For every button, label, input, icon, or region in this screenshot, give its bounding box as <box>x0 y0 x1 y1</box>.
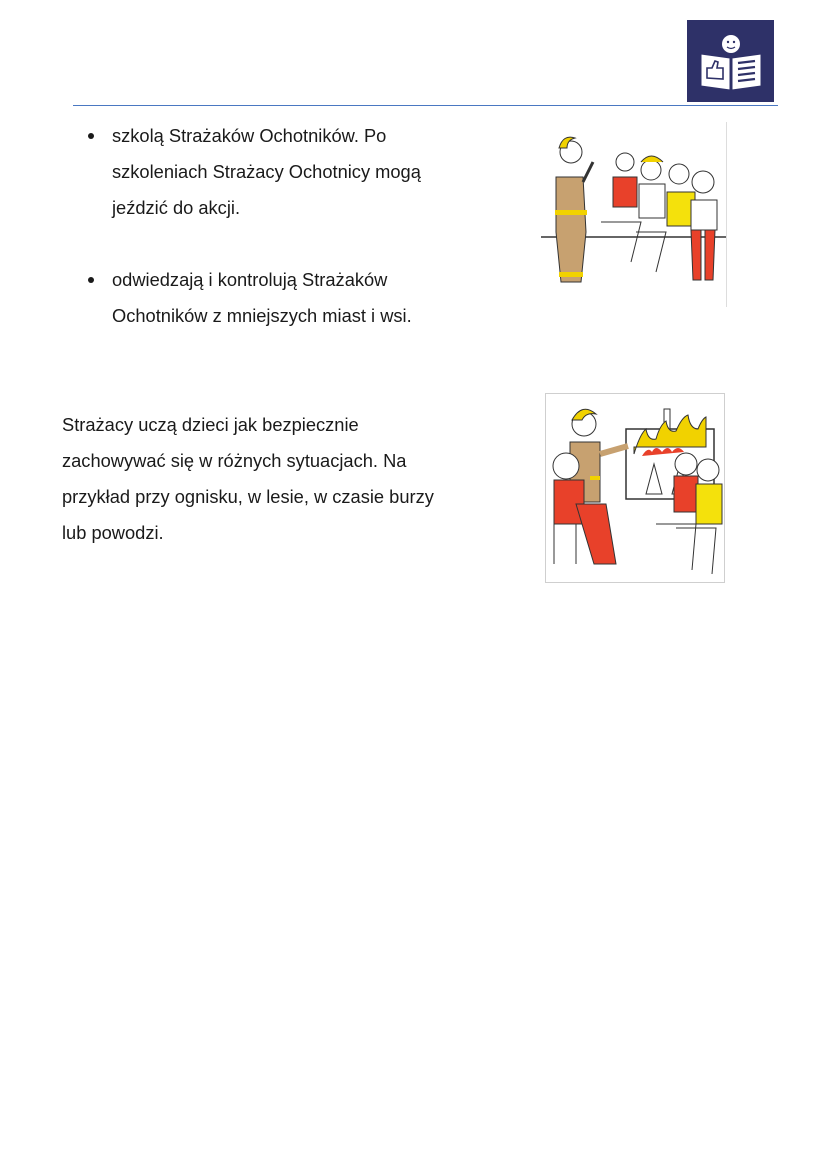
text-line: zachowywać się w różnych sytuacjach. Na <box>62 450 407 471</box>
text-line: odwiedzają i kontrolują Strażaków <box>112 269 388 290</box>
text-line: szkoleniach Strażacy Ochotnicy mogą <box>112 161 421 182</box>
text-line: lub powodzi. <box>62 522 164 543</box>
bullet-item <box>86 118 506 226</box>
firefighter-training-illustration <box>541 122 727 307</box>
text-line: Ochotników z mniejszych miast i wsi. <box>112 305 412 326</box>
easy-to-read-icon <box>687 20 774 102</box>
text-line: Strażacy uczą dzieci jak bezpiecznie <box>62 414 359 435</box>
firefighter-training-volunteers-illustration <box>541 122 726 307</box>
text-line: jeździć do akcji. <box>112 197 241 218</box>
bullet-item <box>86 262 506 334</box>
text-line: przykład przy ognisku, w lesie, w czasie burzy <box>62 486 434 507</box>
firefighter-teaching-fire-safety-illustration <box>546 394 724 582</box>
text-line: szkolą Strażaków Ochotników. Po <box>112 125 387 146</box>
bullet-list <box>86 118 506 334</box>
header-divider <box>73 105 778 106</box>
fire-safety-lesson-illustration <box>545 393 725 583</box>
easy-to-read-logo <box>687 20 774 102</box>
paragraph <box>62 407 502 551</box>
